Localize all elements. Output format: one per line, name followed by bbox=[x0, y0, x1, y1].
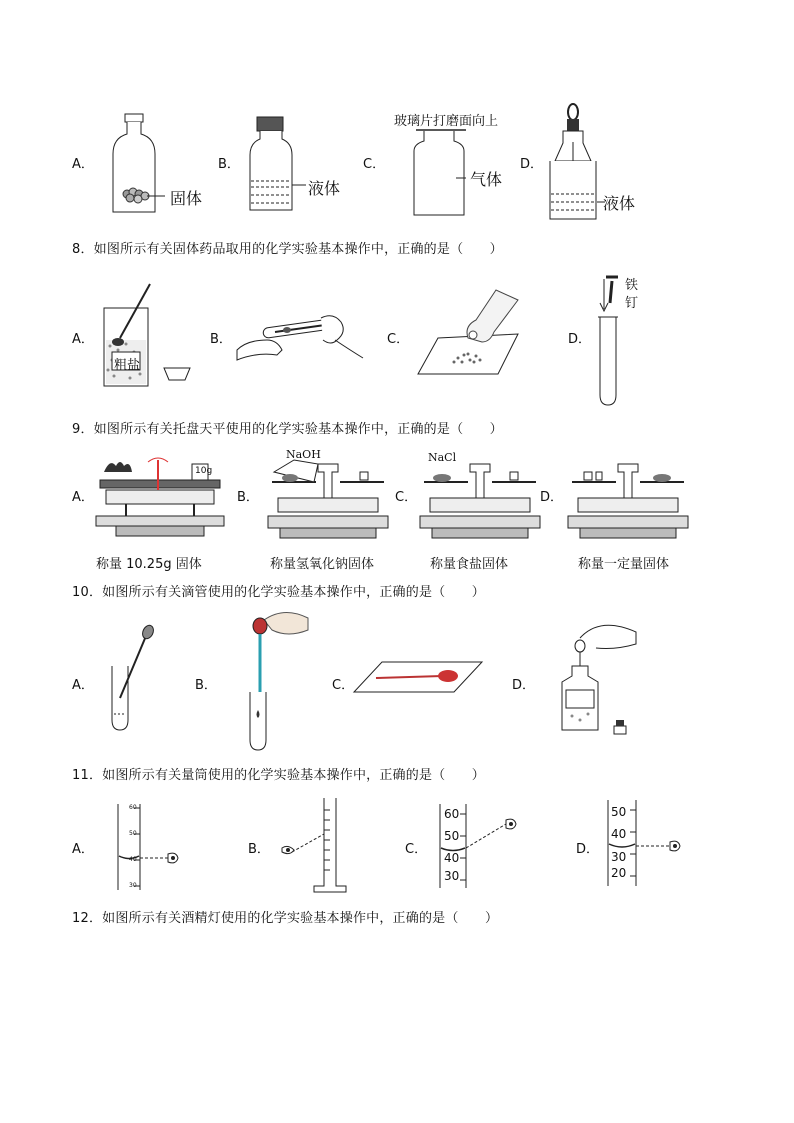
dropper-bottle-hand-figure bbox=[552, 616, 636, 738]
iron-label: 铁 bbox=[625, 278, 639, 293]
question-9-text: 9．如图所示有关托盘天平使用的化学实验基本操作中，正确的是（ ） bbox=[72, 422, 503, 437]
nacl-label: NaCl bbox=[428, 451, 457, 464]
cylinder-b-figure bbox=[278, 796, 358, 892]
d-tick-50: 50 bbox=[611, 805, 627, 819]
q11-option-d: D． bbox=[576, 842, 600, 857]
option-b-label: B． bbox=[218, 157, 240, 172]
q11-option-c: C． bbox=[405, 842, 428, 857]
q11-option-a: A． bbox=[72, 842, 94, 857]
caption-b: 称量氢氧化钠固体 bbox=[270, 557, 375, 572]
q8-option-c: C． bbox=[387, 332, 410, 347]
nail-label: 钉 bbox=[625, 296, 639, 311]
question-10-text: 10．如图所示有关滴管使用的化学实验基本操作中，正确的是（ ） bbox=[72, 585, 485, 600]
q8-option-d: D． bbox=[568, 332, 592, 347]
q10-option-b: B． bbox=[195, 678, 217, 693]
a-tick-30: 30 bbox=[129, 882, 137, 889]
pinch-on-paper-figure bbox=[418, 290, 528, 380]
d-tick-20: 20 bbox=[611, 866, 627, 880]
glass-plate-note: 玻璃片打磨面向上 bbox=[394, 114, 499, 129]
liquid-bottle-figure bbox=[248, 115, 318, 215]
c-tick-50: 50 bbox=[444, 829, 460, 843]
option-d-label: D． bbox=[520, 157, 544, 172]
q10-option-a: A． bbox=[72, 678, 94, 693]
crude-salt-label: 粗盐 bbox=[114, 358, 141, 373]
c-tick-30: 30 bbox=[444, 869, 460, 883]
question-8-text: 8．如图所示有关固体药品取用的化学实验基本操作中，正确的是（ ） bbox=[72, 242, 503, 257]
dropper-in-tube-figure bbox=[106, 626, 158, 732]
liquid-label-d: 液体 bbox=[603, 194, 636, 213]
dropper-on-table-figure bbox=[352, 660, 484, 694]
q9-option-b: B． bbox=[237, 490, 259, 505]
question-12-text: 12．如图所示有关酒精灯使用的化学实验基本操作中，正确的是（ ） bbox=[72, 911, 499, 926]
c-tick-60: 60 bbox=[444, 807, 460, 821]
balance-d-figure bbox=[568, 460, 688, 546]
a-tick-50: 50 bbox=[129, 830, 137, 837]
q9-option-d: D． bbox=[540, 490, 564, 505]
caption-c: 称量食盐固体 bbox=[430, 557, 509, 572]
question-11-text: 11．如图所示有关量筒使用的化学实验基本操作中，正确的是（ ） bbox=[72, 768, 485, 783]
option-a-label: A． bbox=[72, 157, 94, 172]
q10-option-d: D． bbox=[512, 678, 536, 693]
q8-option-b: B． bbox=[210, 332, 232, 347]
q9-option-a: A． bbox=[72, 490, 94, 505]
dropper-vertical-figure bbox=[240, 610, 310, 752]
weight-10g-label: 10g bbox=[195, 466, 213, 476]
spoon-jar-figure bbox=[100, 280, 200, 392]
gas-label: 气体 bbox=[470, 170, 503, 189]
caption-d: 称量一定量固体 bbox=[578, 557, 670, 572]
cylinder-a-figure bbox=[112, 802, 182, 892]
liquid-label-b: 液体 bbox=[308, 179, 341, 198]
option-c-label: C． bbox=[363, 157, 386, 172]
caption-a: 称量 10.25g 固体 bbox=[96, 557, 202, 572]
d-tick-40: 40 bbox=[611, 827, 627, 841]
solid-bottle-figure bbox=[105, 112, 175, 217]
q8-option-a: A． bbox=[72, 332, 94, 347]
q9-option-c: C． bbox=[395, 490, 418, 505]
balance-b-figure bbox=[268, 460, 388, 546]
test-tube-tilt-figure bbox=[235, 310, 365, 365]
solid-label: 固体 bbox=[170, 189, 203, 208]
c-tick-40: 40 bbox=[444, 851, 460, 865]
q10-option-c: C． bbox=[332, 678, 355, 693]
naoh-label: NaOH bbox=[286, 448, 321, 461]
a-tick-40: 40 bbox=[129, 856, 137, 863]
q11-option-b: B． bbox=[248, 842, 270, 857]
d-tick-30: 30 bbox=[611, 850, 627, 864]
balance-c-figure bbox=[420, 460, 540, 546]
a-tick-60: 60 bbox=[129, 804, 137, 811]
